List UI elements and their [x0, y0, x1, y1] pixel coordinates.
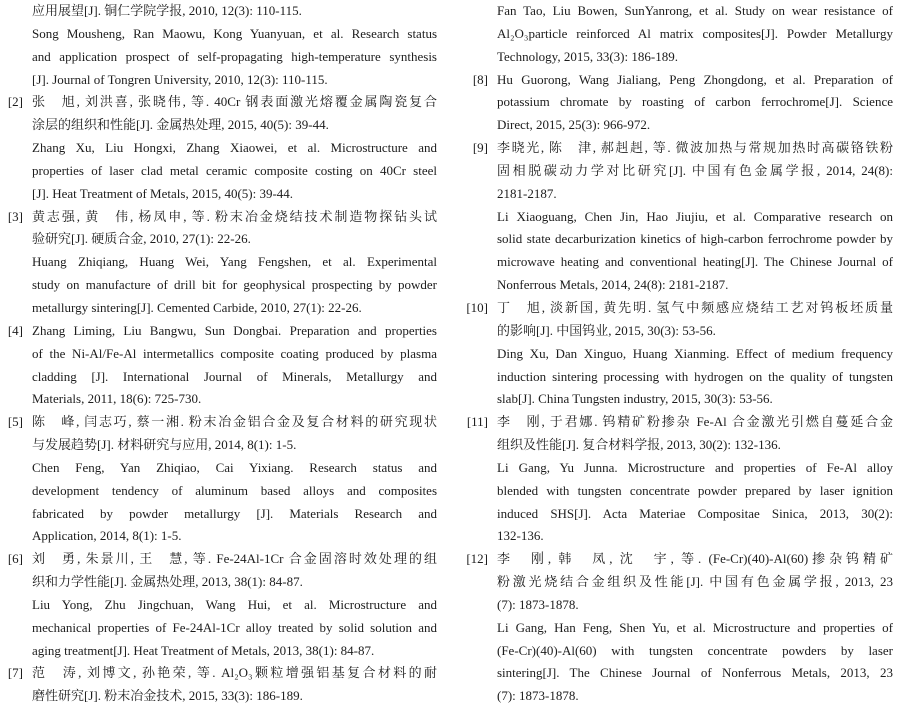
reference-chinese-text [497, 548, 893, 617]
reference-chinese-text [497, 411, 893, 457]
reference-line: Li Gang, Han Feng, Shen Yu, et al. Microstructure and properties of [497, 619, 893, 635]
reference-line: [J]. Journal of Tongren University, 2010, 12(3): 110-115. [32, 71, 328, 87]
reference-line: (7): 1873-1878. [497, 688, 579, 704]
reference-english-text [32, 320, 437, 411]
reference-line: development tendency of aluminum based alloys and composites [32, 482, 437, 498]
reference-english-text [32, 457, 437, 548]
reference-entry [497, 0, 893, 69]
reference-english-text [497, 0, 893, 69]
reference-english-text [32, 251, 437, 320]
reference-entry [466, 548, 893, 708]
reference-entry [472, 69, 893, 138]
reference-english-text [497, 206, 893, 297]
reference-number: [2] [7, 94, 23, 110]
reference-chinese-text [497, 137, 893, 206]
reference-line: 的影响[J]. 中国钨业, 2015, 30(3): 53-56. [497, 322, 716, 338]
reference-line: 范 涛, 刘博文, 孙艳荣, 等. Al₂O₃颗粒增强铝基复合材料的耐 [32, 665, 437, 681]
left-column [7, 0, 437, 708]
reference-line: 粉激光烧结合金组织及性能[J]. 中国有色金属学报, 2013, 23 [497, 574, 893, 590]
reference-chinese-text [32, 662, 437, 708]
reference-line: Direct, 2015, 25(3): 966-972. [497, 117, 651, 133]
reference-number: [3] [7, 208, 23, 224]
reference-entry [7, 206, 437, 320]
reference-chinese-text [32, 411, 437, 457]
reference-line: Chen Feng, Yan Zhiqiao, Cai Yixiang. Research status and [32, 459, 437, 475]
reference-line: 固相脱碳动力学对比研究[J]. 中国有色金属学报, 2014, 24(8): [497, 162, 893, 178]
reference-line: Nonferrous Metals, 2014, 24(8): 2181-2187. [497, 277, 729, 293]
reference-english-text [497, 343, 893, 412]
reference-line: Li Gang, Yu Junna. Microstructure and properties of Fe-Al alloy [497, 459, 893, 475]
reference-english-text [497, 617, 893, 708]
reference-line: 验研究[J]. 硬质合金, 2010, 27(1): 22-26. [32, 231, 251, 247]
reference-line: Huang Zhiqiang, Huang Wei, Yang Fengshen, et al. Experimental [32, 254, 437, 270]
reference-line: [J]. Heat Treatment of Metals, 2015, 40(5): 39-44. [32, 185, 294, 201]
reference-line: study on manufacture of drill bit for geophysical prospecting by powder [32, 277, 437, 293]
reference-english-text [32, 594, 437, 663]
reference-line: Application, 2014, 8(1): 1-5. [32, 528, 182, 544]
reference-line: of the Ni-Al/Fe-Al intermetallics composite coating produced by plasma [32, 345, 437, 361]
reference-number: [9] [472, 140, 488, 156]
reference-entry [7, 548, 437, 662]
reference-line: aging treatment[J]. Heat Treatment of Metals, 2013, 38(1): 84-87. [32, 642, 375, 658]
reference-entry [466, 297, 893, 411]
reference-chinese-text [32, 91, 437, 137]
reference-entry [466, 411, 893, 548]
reference-english-text [497, 457, 893, 548]
reference-line: metallurgy sintering[J]. Cemented Carbide, 2010, 27(1): 22-26. [32, 299, 362, 315]
reference-line: induction sintering processing with hydrogen on the quality of tungsten [497, 368, 893, 384]
reference-line: mechanical properties of Fe-24Al-1Cr alloy treated by solid solution and [32, 619, 437, 635]
reference-line: 刘 勇, 朱景川, 王 慧, 等. Fe-24Al-1Cr 合金固溶时效处理的组 [32, 551, 437, 567]
reference-line: and application prospect of self-propagating high-temperature synthesis [32, 48, 437, 64]
reference-number: [11] [466, 414, 488, 430]
reference-line: Hu Guorong, Wang Jialiang, Peng Zhongdong, et al. Preparation of [497, 71, 893, 87]
reference-line: 涂层的组织和性能[J]. 金属热处理, 2015, 40(5): 39-44. [32, 117, 329, 133]
reference-entry [7, 320, 437, 411]
reference-number: [10] [466, 299, 488, 315]
reference-line: blended with tungsten concentrate powder prepared by laser ignition [497, 482, 893, 498]
reference-line: sintering[J]. The Chinese Journal of Nonferrous Metals, 2013, 23 [497, 665, 893, 681]
reference-line: Song Mousheng, Ran Maowu, Kong Yuanyuan, et al. Research status [32, 25, 437, 41]
reference-chinese-text [32, 0, 437, 23]
reference-entry [7, 91, 437, 205]
reference-line: induced SHS[J]. Acta Materiae Compositae Sinica, 2013, 30(2): [497, 505, 893, 521]
reference-line: 132-136. [497, 528, 544, 544]
reference-line: 黄志强, 黄 伟, 杨凤申, 等. 粉末冶金烧结技术制造物探钻头试 [32, 208, 437, 224]
reference-line: 2181-2187. [497, 185, 557, 201]
right-column [466, 0, 893, 708]
reference-entry [32, 0, 437, 91]
reference-number: [12] [466, 551, 488, 567]
reference-line: cladding [J]. International Journal of Minerals, Metallurgy and [32, 368, 437, 384]
reference-line: Li Xiaoguang, Chen Jin, Hao Jiujiu, et al. Comparative research on [497, 208, 893, 224]
reference-number: [6] [7, 551, 23, 567]
reference-number: [5] [7, 414, 23, 430]
reference-line: 陈 峰, 闫志巧, 蔡一湘. 粉末冶金铝合金及复合材料的研究现状 [32, 414, 437, 430]
reference-chinese-text [32, 206, 437, 252]
reference-line: Zhang Xu, Liu Hongxi, Zhang Xiaowei, et al. Microstructure and [32, 140, 437, 156]
reference-line: fabricated by powder metallurgy [J]. Materials Research and [32, 505, 437, 521]
reference-line: Al₂O₃particle reinforced Al matrix composites[J]. Powder Metallurgy [497, 25, 893, 41]
reference-chinese-text [32, 548, 437, 594]
reference-number: [8] [472, 71, 488, 87]
reference-line: 李 刚, 于君娜. 钨精矿粉掺杂 Fe-Al 合金激光引燃自蔓延合金 [497, 414, 893, 430]
reference-line: Zhang Liming, Liu Bangwu, Sun Dongbai. Preparation and properties [32, 322, 437, 338]
reference-line: slab[J]. China Tungsten industry, 2015, 30(3): 53-56. [497, 391, 773, 407]
reference-line: 李 刚, 韩 凤, 沈 宇, 等. (Fe-Cr)(40)-Al(60)掺杂钨精矿 [497, 551, 893, 567]
reference-line: 组织及性能[J]. 复合材料学报, 2013, 30(2): 132-136. [497, 437, 781, 453]
reference-line: Fan Tao, Liu Bowen, SunYanrong, et al. Study on wear resistance of [497, 3, 893, 18]
reference-line: potassium chromate by roasting of carbon ferrochrome[J]. Science [497, 94, 893, 110]
reference-line: (Fe-Cr)(40)-Al(60) with tungsten concentrate powders by laser [497, 642, 893, 658]
reference-number: [7] [7, 665, 23, 681]
reference-line: 李晓光, 陈 津, 郝赳赳, 等. 微波加热与常规加热时高碳铬铁粉 [497, 140, 893, 156]
reference-line: (7): 1873-1878. [497, 596, 579, 612]
reference-line: 织和力学性能[J]. 金属热处理, 2013, 38(1): 84-87. [32, 574, 303, 590]
reference-line: 张 旭, 刘洪喜, 张晓伟, 等. 40Cr 钢表面激光熔覆金属陶瓷复合 [32, 94, 437, 110]
reference-line: 磨性研究[J]. 粉末冶金技术, 2015, 33(3): 186-189. [32, 688, 303, 704]
reference-entry [472, 137, 893, 297]
reference-line: Liu Yong, Zhu Jingchuan, Wang Hui, et al. Microstructure and [32, 596, 437, 612]
reference-entry [7, 662, 437, 708]
reference-entry [7, 411, 437, 548]
reference-chinese-text [497, 297, 893, 343]
reference-line: 应用展望[J]. 铜仁学院学报, 2010, 12(3): 110-115. [32, 3, 302, 18]
reference-line: 与发展趋势[J]. 材料研究与应用, 2014, 8(1): 1-5. [32, 437, 297, 453]
reference-number: [4] [7, 322, 23, 338]
reference-line: properties of laser clad metal ceramic composite costing on 40Cr steel [32, 162, 437, 178]
reference-english-text [32, 137, 437, 206]
reference-line: Technology, 2015, 33(3): 186-189. [497, 48, 678, 64]
reference-line: solid state decarburization kinetics of high-carbon ferrochrome powder by [497, 231, 893, 247]
reference-line: microwave heating and conventional heating[J]. The Chinese Journal of [497, 254, 893, 270]
reference-line: Materials, 2011, 18(6): 725-730. [32, 391, 202, 407]
reference-line: Ding Xu, Dan Xinguo, Huang Xianming. Effect of medium frequency [497, 345, 893, 361]
reference-english-text [32, 23, 437, 92]
reference-english-text [497, 69, 893, 138]
reference-line: 丁 旭, 淡新国, 黄先明. 氢气中频感应烧结工艺对钨板坯质量 [497, 299, 893, 315]
